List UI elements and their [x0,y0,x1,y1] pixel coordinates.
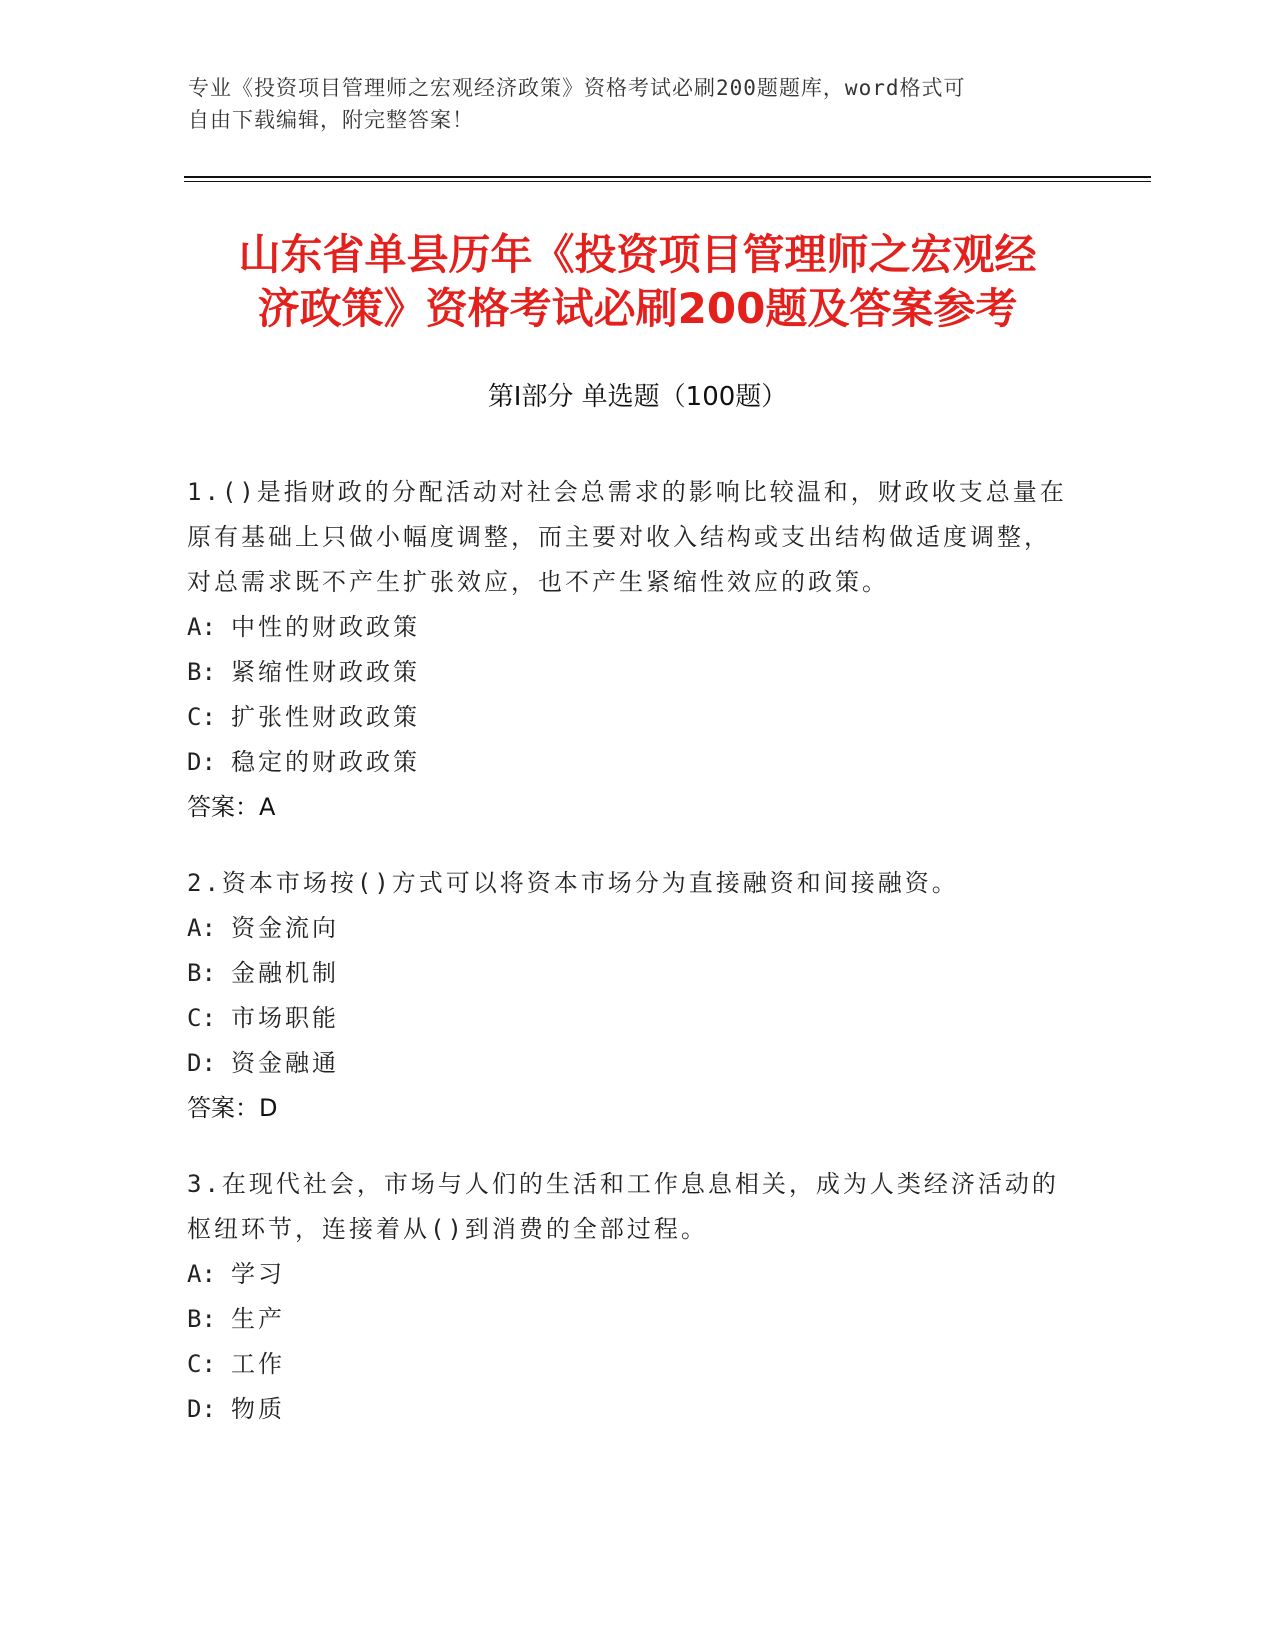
option-text: 稳定的财政政策 [231,748,420,776]
option-key: D: [187,1395,216,1423]
option-text: 市场职能 [231,1004,339,1032]
option-key: C: [187,1350,216,1378]
header-note-line: 专业《投资项目管理师之宏观经济政策》资格考试必刷200题题库，word格式可 [188,76,966,100]
option-text: 紧缩性财政政策 [231,658,420,686]
option-text: 工作 [231,1350,285,1378]
question-stem: 2.资本市场按()方式可以将资本市场分为直接融资和间接融资。 [187,869,959,897]
document-title-line: 济政策》资格考试必刷200题及答案参考 [257,284,1018,333]
option-text: 金融机制 [231,959,339,987]
question-stem: 1.()是指财政的分配活动对社会总需求的影响比较温和，财政收支总量在原有基础上只做小幅度调整，而主要对收入结构或支出结构做适度调整，对总需求既不产生扩张效应，也不产生紧缩性效应的政策。 [187,478,1067,596]
option-b [187,1297,1067,1342]
option-c [187,1342,1067,1387]
question-stem: 3.在现代社会，市场与人们的生活和工作息息相关，成为人类经济活动的枢纽环节，连接着从()到消费的全部过程。 [187,1170,1059,1243]
option-text: 资金融通 [231,1049,339,1077]
header-divider-thin [184,181,1151,182]
option-d [187,1387,1067,1432]
question-item [187,470,1067,830]
option-text: 学习 [231,1260,285,1288]
option-a [187,906,1067,951]
header-note-line: 自由下载编辑，附完整答案！ [188,108,474,132]
option-key: C: [187,703,216,731]
option-a [187,605,1067,650]
option-key: B: [187,959,216,987]
option-key: D: [187,748,216,776]
option-c [187,996,1067,1041]
option-key: A: [187,613,216,641]
option-key: B: [187,658,216,686]
option-text: 生产 [231,1305,285,1333]
answer-text: 答案：D [187,1094,278,1122]
option-text: 扩张性财政政策 [231,703,420,731]
option-key: A: [187,1260,216,1288]
option-text: 资金流向 [231,914,339,942]
option-d [187,1041,1067,1086]
option-key: C: [187,1004,216,1032]
question-item [187,1162,1067,1432]
header-divider [184,176,1151,178]
option-c [187,695,1067,740]
document-title-line: 山东省单县历年《投资项目管理师之宏观经 [238,230,1037,279]
option-a [187,1252,1067,1297]
option-b [187,951,1067,996]
option-d [187,740,1067,785]
answer-text: 答案：A [187,793,276,821]
option-text: 中性的财政政策 [231,613,420,641]
option-b [187,650,1067,695]
option-key: D: [187,1049,216,1077]
question-list [187,470,1067,1463]
option-key: A: [187,914,216,942]
section-heading: 第Ⅰ部分 单选题（100题） [487,382,788,412]
question-item [187,861,1067,1131]
option-text: 物质 [231,1395,285,1423]
document-title [150,228,1125,336]
header-note [188,72,1088,136]
option-key: B: [187,1305,216,1333]
